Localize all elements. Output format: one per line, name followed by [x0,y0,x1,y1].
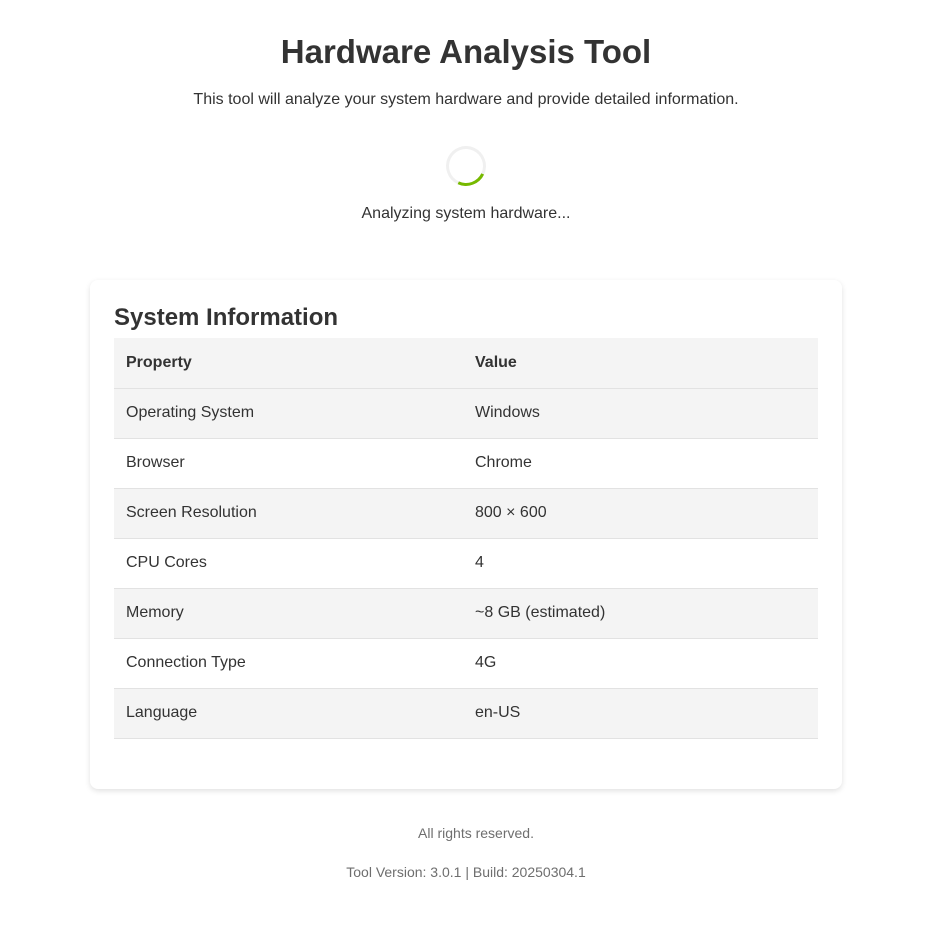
card-title: System Information [114,304,339,331]
row-value: Chrome [463,438,818,488]
row-value: 4G [463,638,818,688]
row-property: Connection Type [114,638,463,688]
table-row [114,388,818,438]
table-row [114,438,818,488]
row-property: Screen Resolution [114,488,463,538]
table-row [114,638,818,688]
system-information-card [90,280,842,789]
system-info-table [114,338,818,739]
row-property: Memory [114,588,463,638]
row-value: 800 × 600 [463,488,818,538]
table-row [114,488,818,538]
row-value: 4 [463,538,818,588]
column-header-property: Property [114,338,463,388]
spinner-icon [440,140,491,191]
row-property: CPU Cores [114,538,463,588]
footer-rights: All rights reserved. [418,825,534,841]
row-property: Language [114,688,463,738]
row-value: ~8 GB (estimated) [463,588,818,638]
page-subtitle: This tool will analyze your system hardware and provide detailed information. [193,91,739,108]
row-value: Windows [463,388,818,438]
loading-spinner [446,146,486,186]
table-row [114,688,818,738]
page-title: Hardware Analysis Tool [280,33,652,70]
table-header-row [114,338,818,388]
table-row [114,538,818,588]
row-property: Operating System [114,388,463,438]
row-value: en-US [463,688,818,738]
column-header-value: Value [463,338,818,388]
footer-version: Tool Version: 3.0.1 | Build: 20250304.1 [346,864,586,880]
table-row [114,588,818,638]
status-text: Analyzing system hardware... [361,205,571,222]
row-property: Browser [114,438,463,488]
